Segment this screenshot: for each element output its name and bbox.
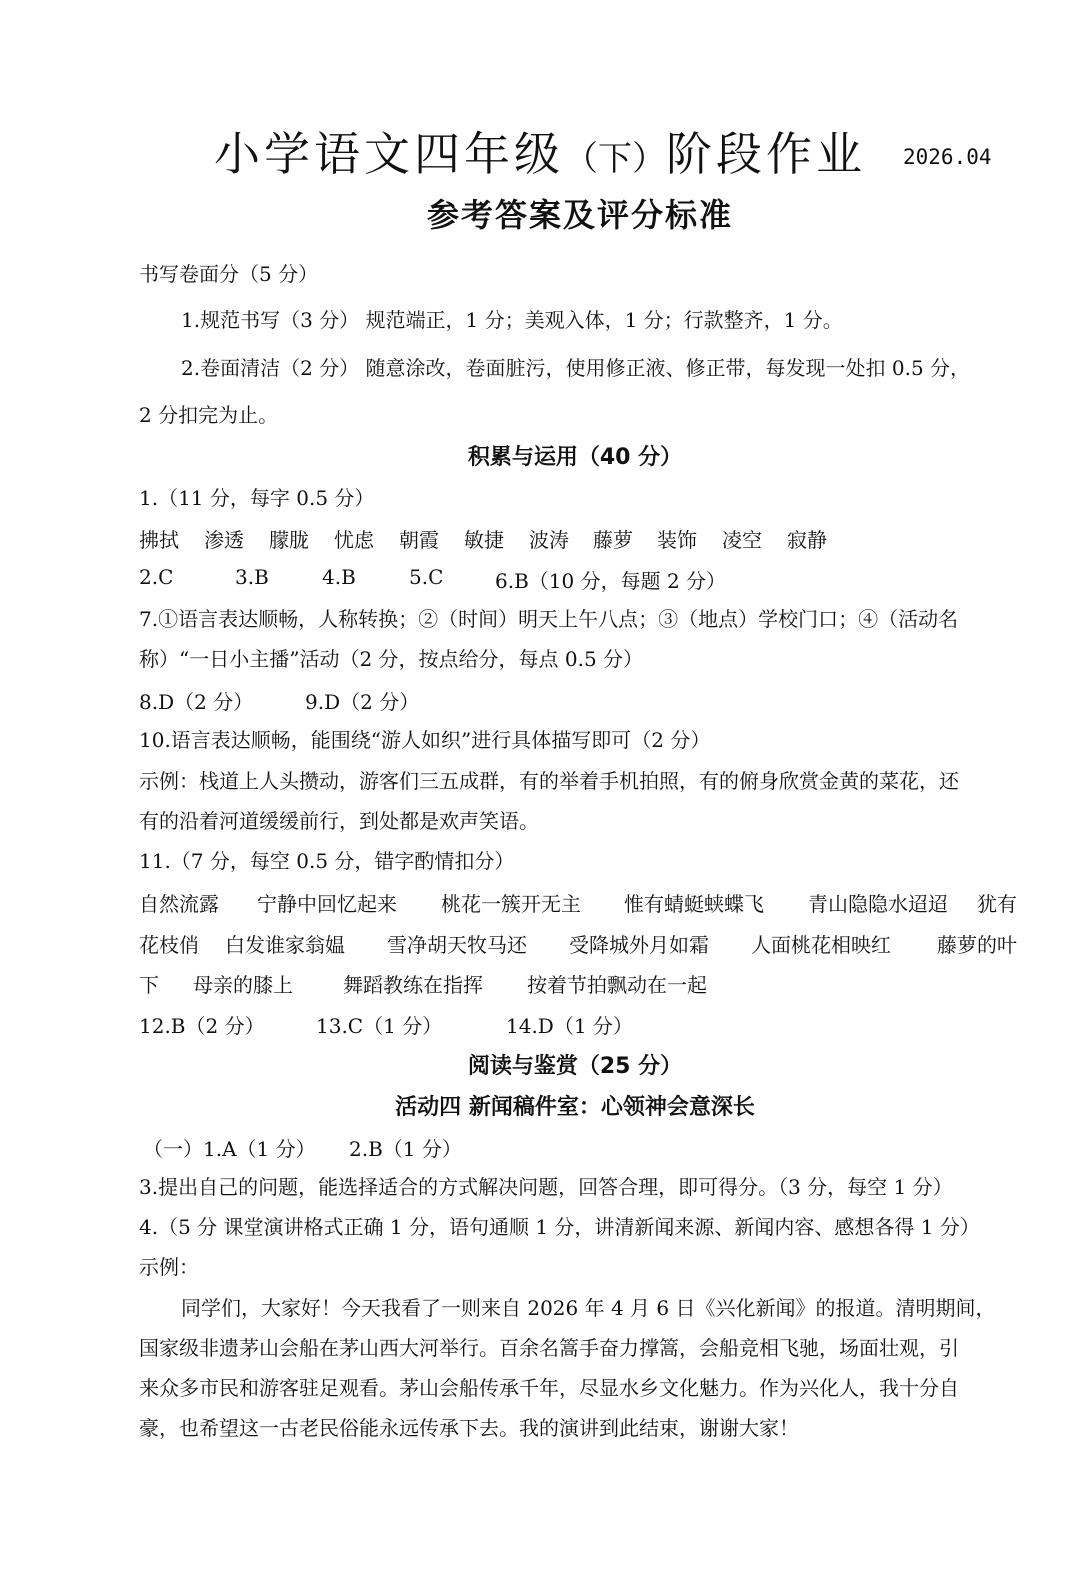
answer-item: 14.D（1 分） <box>506 1014 633 1038</box>
q11-answer: 桃花一簇开无主 <box>441 892 581 916</box>
q1-word: 寂静 <box>787 528 827 552</box>
q11-answer: 犹有 <box>977 892 1017 916</box>
q1-word: 藤萝 <box>593 528 633 552</box>
activity-heading: 活动四 新闻稿件室：心领神会意深长 <box>395 1095 755 1120</box>
q1-word: 装饰 <box>657 528 697 552</box>
q11-answer: 花枝俏 <box>139 933 199 957</box>
q7-line-1: 7.①语言表达顺畅，人称转换；②（时间）明天上午八点；③（地点）学校门口；④（活动名 <box>139 607 959 631</box>
writing-heading: 书写卷面分（5 分） <box>139 262 319 286</box>
page-subtitle: 参考答案及评分标准 <box>426 196 733 234</box>
q12-14-answers <box>139 1010 1039 1038</box>
answer-item: 4.B <box>322 565 356 589</box>
answer-item: 9.D（2 分） <box>305 690 420 714</box>
q10-line-1: 10.语言表达顺畅，能围绕“游人如织”进行具体描写即可（2 分） <box>139 728 711 752</box>
writing-item-2-cont: 2 分扣完为止。 <box>139 403 279 427</box>
q11-answer: 青山隐隐水迢迢 <box>808 892 948 916</box>
answer-item: 12.B（2 分） <box>139 1014 265 1038</box>
speech-line-3: 来众多市民和游客驻足观看。茅山会船传承千年，尽显水乡文化魅力。作为兴化人，我十分自 <box>139 1376 959 1400</box>
speech-line-4: 豪，也希望这一古老民俗能永远传承下去。我的演讲到此结束，谢谢大家！ <box>139 1416 799 1440</box>
q1-word: 敏捷 <box>464 528 504 552</box>
q1-word: 朝霞 <box>399 528 439 552</box>
q11-row-1 <box>139 888 1039 916</box>
answer-item: 13.C（1 分） <box>316 1014 443 1038</box>
q1-word: 渗透 <box>204 528 244 552</box>
q11-answer: 藤萝的叶 <box>937 933 1017 957</box>
q11-answer: 下 <box>139 973 159 997</box>
speech-line-2: 国家级非遗茅山会船在茅山西大河举行。百余名篙手奋力撑篙，会船竞相飞驰，场面壮观，引 <box>139 1336 959 1360</box>
q11-row-2 <box>139 929 1039 957</box>
speech-line-1: 同学们，大家好！今天我看了一则来自 2026 年 4 月 6 日《兴化新闻》的报道。清明期间， <box>181 1296 996 1320</box>
q1-word: 拂拭 <box>139 528 179 552</box>
title-paren: （下） <box>564 139 666 179</box>
writing-item-2: 2.卷面清洁（2 分） 随意涂改，卷面脏污，使用修正液、修正带，每发现一处扣 0.5 分， <box>181 356 971 380</box>
q8-9-answers <box>139 686 1039 714</box>
answer-item: 6.B（10 分，每题 2 分） <box>495 569 727 593</box>
q10-line-3: 有的沿着河道缓缓前行，到处都是欢声笑语。 <box>139 809 539 833</box>
q1-word: 波涛 <box>529 528 569 552</box>
date: 2026.04 <box>903 145 992 169</box>
q1-words <box>139 524 1039 552</box>
example-label: 示例： <box>139 1255 199 1279</box>
q11-answer: 白发谁家翁媪 <box>225 933 345 957</box>
answer-item: （一）1.A（1 分） <box>143 1137 316 1161</box>
q11-answer: 自然流露 <box>139 892 219 916</box>
answer-item: 3.B <box>235 565 269 589</box>
q11-answer: 母亲的膝上 <box>193 973 293 997</box>
q11-text: 11.（7 分，每空 0.5 分，错字酌情扣分） <box>139 849 515 873</box>
q11-row-3 <box>139 969 1039 997</box>
q7-line-2: 称）“一日小主播”活动（2 分，按点给分，每点 0.5 分） <box>139 647 644 671</box>
q11-answer: 受降城外月如霜 <box>569 933 709 957</box>
q2-6-answers <box>139 565 1039 593</box>
q11-answer: 宁静中回忆起来 <box>257 892 397 916</box>
q3-text: 3.提出自己的问题，能选择适合的方式解决问题，回答合理，即可得分。（3 分，每空 1 分） <box>139 1175 953 1199</box>
q1-word: 朦胧 <box>269 528 309 552</box>
section-heading-reading: 阅读与鉴赏（25 分） <box>467 1054 683 1079</box>
answer-item: 2.C <box>139 565 174 589</box>
q10-line-2: 示例：栈道上人头攒动，游客们三五成群，有的举着手机拍照，有的俯身欣赏金黄的菜花，还 <box>139 769 959 793</box>
q1-word: 凌空 <box>722 528 762 552</box>
q11-answer: 人面桃花相映红 <box>751 933 891 957</box>
writing-item-1: 1.规范书写（3 分） 规范端正，1 分；美观入体，1 分；行款整齐，1 分。 <box>181 308 843 332</box>
q11-answer: 舞蹈教练在指挥 <box>343 973 483 997</box>
q1-word: 忧虑 <box>334 528 374 552</box>
title-post: 阶段作业 <box>666 127 866 181</box>
section-heading-accumulation: 积累与运用（40 分） <box>467 445 683 470</box>
answer-item: 5.C <box>409 565 444 589</box>
q11-answer: 按着节拍飘动在一起 <box>527 973 707 997</box>
answer-item: 8.D（2 分） <box>139 690 254 714</box>
part1-answers <box>139 1133 1039 1161</box>
q11-answer: 雪净胡天牧马还 <box>387 933 527 957</box>
q4-text: 4.（5 分 课堂演讲格式正确 1 分，语句通顺 1 分，讲清新闻来源、新闻内容、感想各得 1 分） <box>139 1215 980 1239</box>
title-pre: 小学语文四年级 <box>214 127 564 181</box>
answer-item: 2.B（1 分） <box>349 1137 462 1161</box>
q11-answer: 惟有蜻蜓蛱蝶飞 <box>624 892 764 916</box>
q1-text: 1.（11 分，每字 0.5 分） <box>139 486 375 510</box>
